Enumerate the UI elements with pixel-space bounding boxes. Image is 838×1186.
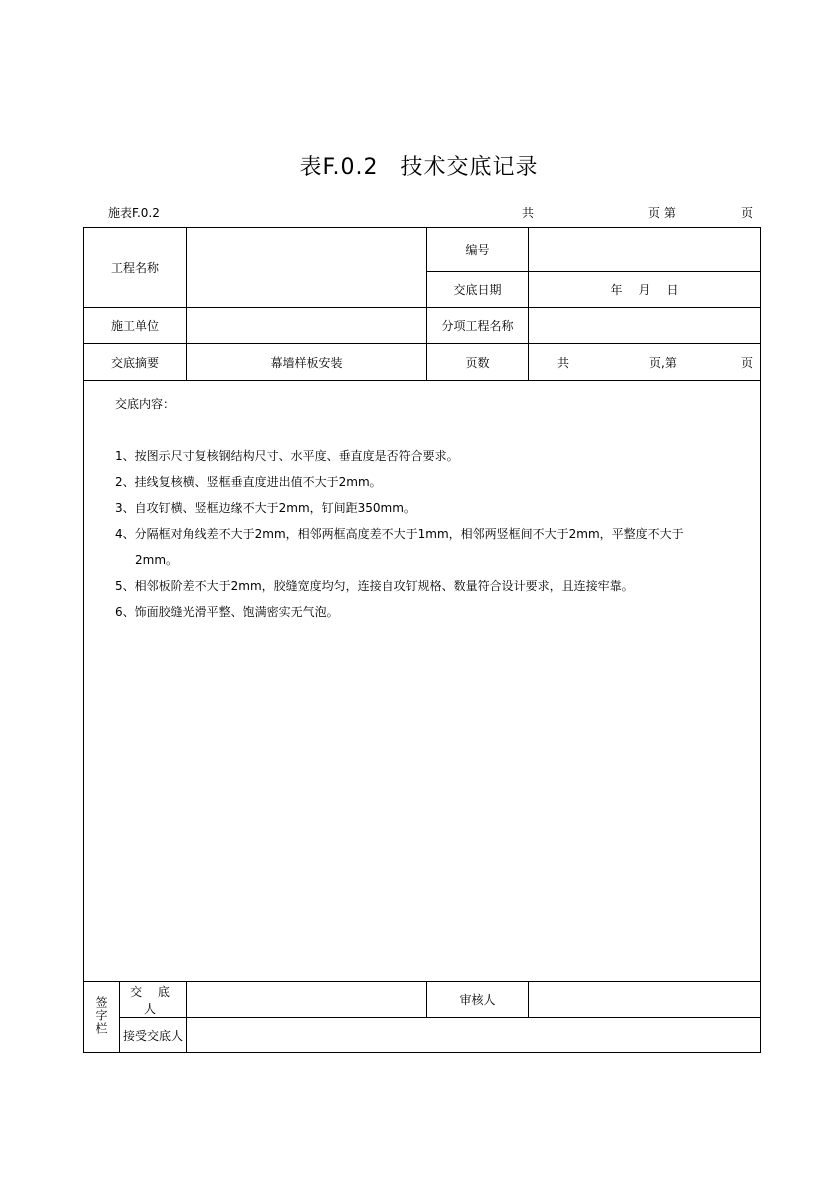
- date-day-label: 日: [666, 283, 679, 297]
- number-field[interactable]: [529, 228, 761, 272]
- pages-total-label: 共: [557, 356, 570, 370]
- content-item: 5、相邻板阶差不大于2mm，胶缝宽度均匀，连接自攻钉规格、数量符合设计要求，且连接牢靠。: [115, 579, 634, 593]
- construction-unit-field[interactable]: [187, 308, 427, 344]
- content-heading: 交底内容：: [115, 397, 176, 411]
- pages-end-label: 页: [741, 356, 754, 370]
- content-item: 1、按图示尺寸复核钢结构尺寸、水平度、垂直度是否符合要求。: [115, 449, 459, 463]
- total-pages-label: 共: [522, 206, 535, 220]
- date-year-label: 年: [610, 283, 623, 297]
- construction-unit-label: 施工单位: [84, 308, 187, 344]
- page-title: [0, 150, 838, 181]
- project-name-field[interactable]: [187, 228, 427, 308]
- discloser-label: 交 底 人: [120, 982, 187, 1018]
- receiver-field[interactable]: [187, 1018, 761, 1053]
- summary-field[interactable]: 幕墙样板安装: [187, 344, 427, 381]
- content-item: 2、挂线复核横、竖框垂直度进出值不大于2mm。: [115, 475, 382, 489]
- disclosure-record-table: [83, 227, 761, 1053]
- project-name-label: 工程名称: [84, 228, 187, 308]
- pages-label: 页数: [427, 344, 529, 381]
- content-item: 3、自攻钉横、竖框边缘不大于2mm，钉间距350mm。: [115, 501, 416, 515]
- content-item: 4、分隔框对角线差不大于2mm，相邻两框高度差不大于1mm，相邻两竖框间不大于2mm，平整度不大于: [115, 527, 684, 541]
- title-name: 技术交底记录: [400, 155, 539, 180]
- page-end-label: 页: [741, 206, 754, 220]
- date-month-label: 月: [638, 283, 651, 297]
- title-code: 表F.0.2: [299, 155, 379, 180]
- number-label: 编号: [427, 228, 529, 272]
- sub-project-label: 分项工程名称: [427, 308, 529, 344]
- discloser-field[interactable]: [187, 982, 427, 1018]
- date-field[interactable]: [529, 272, 761, 308]
- content-item: 6、饰面胶缝光滑平整、饱满密实无气泡。: [115, 605, 339, 619]
- reviewer-label: 审核人: [427, 982, 529, 1018]
- pages-field[interactable]: [529, 344, 761, 381]
- content-item-continuation: 2mm。: [135, 553, 179, 567]
- date-label: 交底日期: [427, 272, 529, 308]
- reviewer-field[interactable]: [529, 982, 761, 1018]
- signature-section: [84, 982, 120, 1053]
- disclosure-content-area[interactable]: [84, 381, 761, 982]
- receiver-label: 接受交底人: [120, 1018, 187, 1053]
- summary-label: 交底摘要: [84, 344, 187, 381]
- signature-section-label: 签字栏: [94, 996, 108, 1035]
- sub-project-field[interactable]: [529, 308, 761, 344]
- pages-mid-label: 页,第: [649, 356, 677, 370]
- form-number: 施表F.0.2: [108, 206, 160, 220]
- page-number-label: 页 第: [648, 206, 676, 220]
